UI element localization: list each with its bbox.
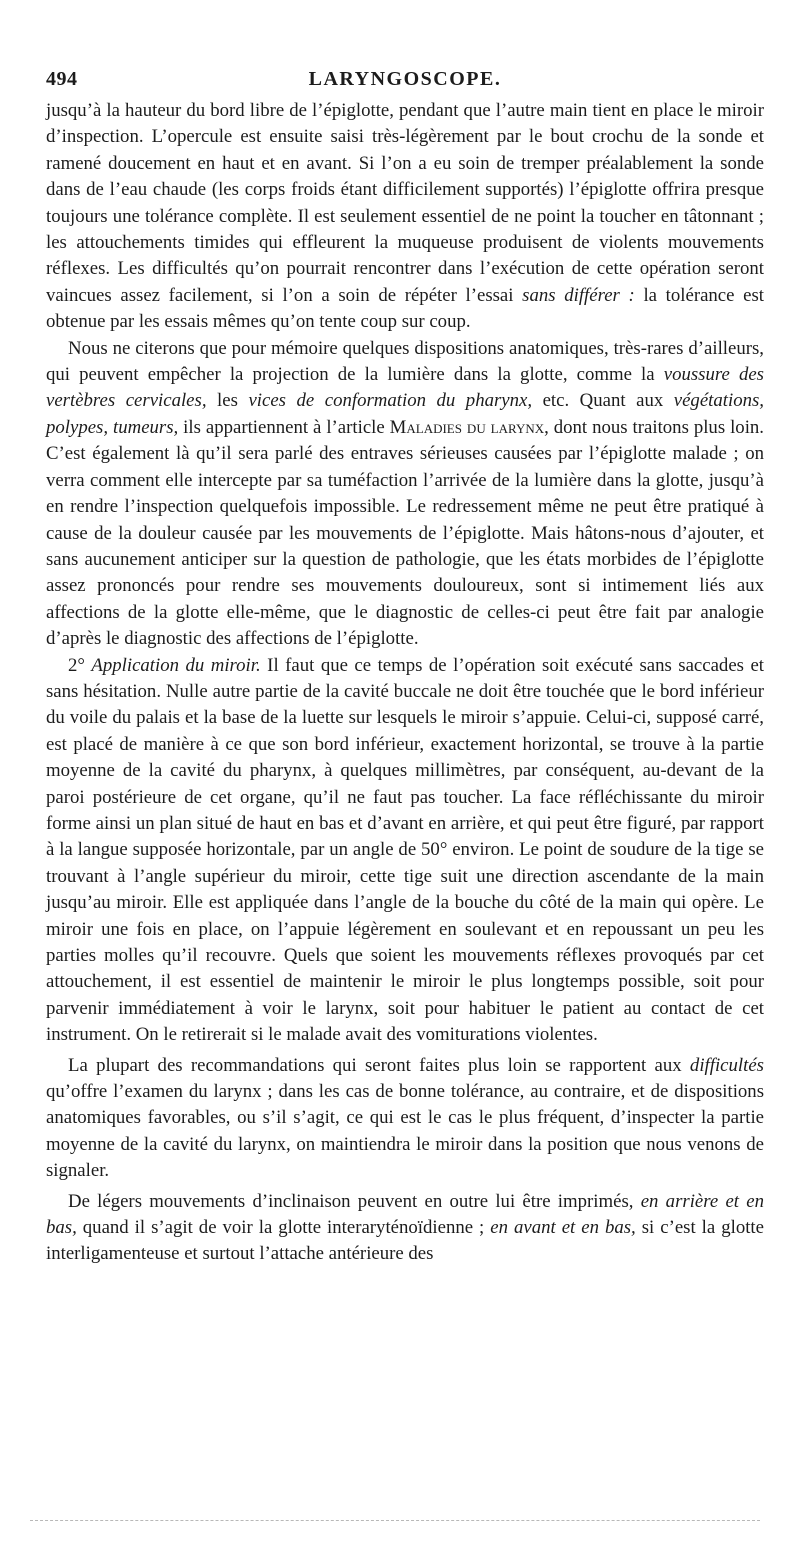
italic-text: sans différer :: [522, 284, 635, 306]
italic-text: difficultés: [689, 1054, 764, 1076]
italic-text: voussure des vertèbres cervicales,: [46, 364, 764, 412]
text-run: Il faut que ce temps de l’opération soit exécuté sans saccades et sans hésitation. Nulle autre partie de la cavité buccale ne doit être touchée que le bord inférieur du voile du palais et la base de la luette sur lesquels le miroir s’appuie. Celui-ci, supposé carré, est placé de manière à ce que son bord inférieur, exactement horizontal, se trouve à la partie moyenne de la cavité du pharynx, à quelques millimètres, par conséquent, au-devant de la paroi postérieure de cet organe, qu’il ne faut pas toucher. La face réfléchissante du miroir forme ainsi un plan situé de haut en bas et d’avant en arrière, et qui peut être figuré, par rapport à la langue supposée horizontale, par un angle de 50° environ. Le point de soudure de la tige se trouvant à l’angle supérieur du miroir, cette tige suit une direction ascendante de la main jusqu’au miroir. Elle est appliquée dans l’angle de la bouche du côté de la main qui opère. Le miroir une fois en place, on l’appuie légèrement en soulevant et en repoussant un peu les parties molles qu’il recouvre. Quels que soient les mouvements réflexes provoqués par cet attouchement, il est essentiel de maintenir le miroir le plus longtemps possible, soit pour parvenir immédiatement à voir le larynx, soit pour habituer le patient au contact de cet instrument. On le retirerait si le malade avait des vomiturations violentes.: [46, 654, 764, 1046]
italic-text: en arrière et en bas,: [46, 1190, 764, 1239]
paragraph: [46, 336, 764, 653]
body-text: [46, 98, 764, 1268]
small-caps-text: Maladies du larynx,: [389, 416, 549, 438]
page-number: 494: [46, 68, 78, 90]
text-run: ils appartiennent à l’article: [178, 416, 390, 438]
italic-text: végétations, polypes, tumeurs,: [46, 390, 764, 438]
text-run: quand il s’agit de voir la glotte interaryténoïdienne ;: [76, 1217, 491, 1239]
paragraph: [46, 1189, 764, 1268]
text-run: De légers mouvements d’inclinaison peuvent en outre lui être imprimés,: [68, 1190, 641, 1212]
footer-rule: [30, 1520, 760, 1521]
text-run: qu’offre l’examen du larynx ; dans les cas de bonne tolérance, au contraire, et de dispositions anatomiques favorables, ou s’il s’agit, ce qui est le cas le plus fréquent, d’inspecter la partie moyenne de la cavité du larynx, on maintiendra le miroir dans la position que nous venons de signaler.: [46, 1081, 764, 1182]
text-run: 2°: [68, 654, 92, 676]
paragraph: [46, 98, 764, 336]
text-run: Nous ne citerons que pour mémoire quelques dispositions anatomiques, très-rares d’ailleurs, qui peuvent empêcher la projection de la lumière dans la glotte, comme la: [46, 337, 764, 386]
page-header: [46, 68, 764, 98]
paragraph: [46, 653, 764, 1049]
running-title: LARYNGOSCOPE.: [308, 68, 502, 90]
italic-text: vices de conformation du pharynx,: [248, 390, 533, 412]
text-run: dont nous traitons plus loin. C’est également là qu’il sera parlé des entraves sérieuses causées par l’épiglotte malade ; on verra comment elle intercepte par sa tuméfaction l’arrivée de la lumière dans la glotte, jusqu’à en rendre l’inspection quelquefois impossible. Le redressement même ne peut être pratiqué à cause de la douleur causée par les mouvements de l’épiglotte. Mais hâtons-nous d’ajouter, et sans aucunement anticiper sur la question de pathologie, que les états morbides de l’épiglotte assez prononcés pour rendre ses mouvements douloureux, sont si intimement liés aux affections de la glotte elle-même, que le diagnostic de celles-ci peut être fait par analogie d’après le diagnostic des affections de l’épiglotte.: [46, 416, 764, 650]
text-run: jusqu’à la hauteur du bord libre de l’épiglotte, pendant que l’autre main tient en place le miroir d’inspection. L’opercule est ensuite saisi très-légèrement par le bout crochu de la sonde et ramené doucement en haut et en avant. Si l’on a eu soin de tremper préalablement la sonde dans de l’eau chaude (les corps froids étant difficilement supportés) l’épiglotte offrira presque toujours une tolérance complète. Il est seulement essentiel de ne point la toucher en tâtonnant ; les attouchements timides qui effleurent la muqueuse produisent de violents mouvements réflexes. Les difficultés qu’on pourrait rencontrer dans l’exécution de cette opération seront vaincues assez facilement, si l’on a soin de répéter l’essai: [46, 100, 764, 306]
text-run: etc. Quant aux: [532, 390, 674, 412]
text-run: si c’est la glotte interligamenteuse et surtout l’attache antérieure des: [46, 1217, 764, 1265]
text-run: La plupart des recommandations qui seront faites plus loin se rapportent aux: [68, 1054, 690, 1076]
text-run: les: [206, 390, 249, 412]
italic-text: en avant et en bas,: [490, 1217, 636, 1239]
italic-text: Application du miroir.: [91, 654, 261, 676]
text-run: la tolérance est obtenue par les essais mêmes qu’on tente coup sur coup.: [46, 284, 764, 333]
paragraph: [46, 1053, 764, 1185]
book-page: [46, 68, 764, 1268]
